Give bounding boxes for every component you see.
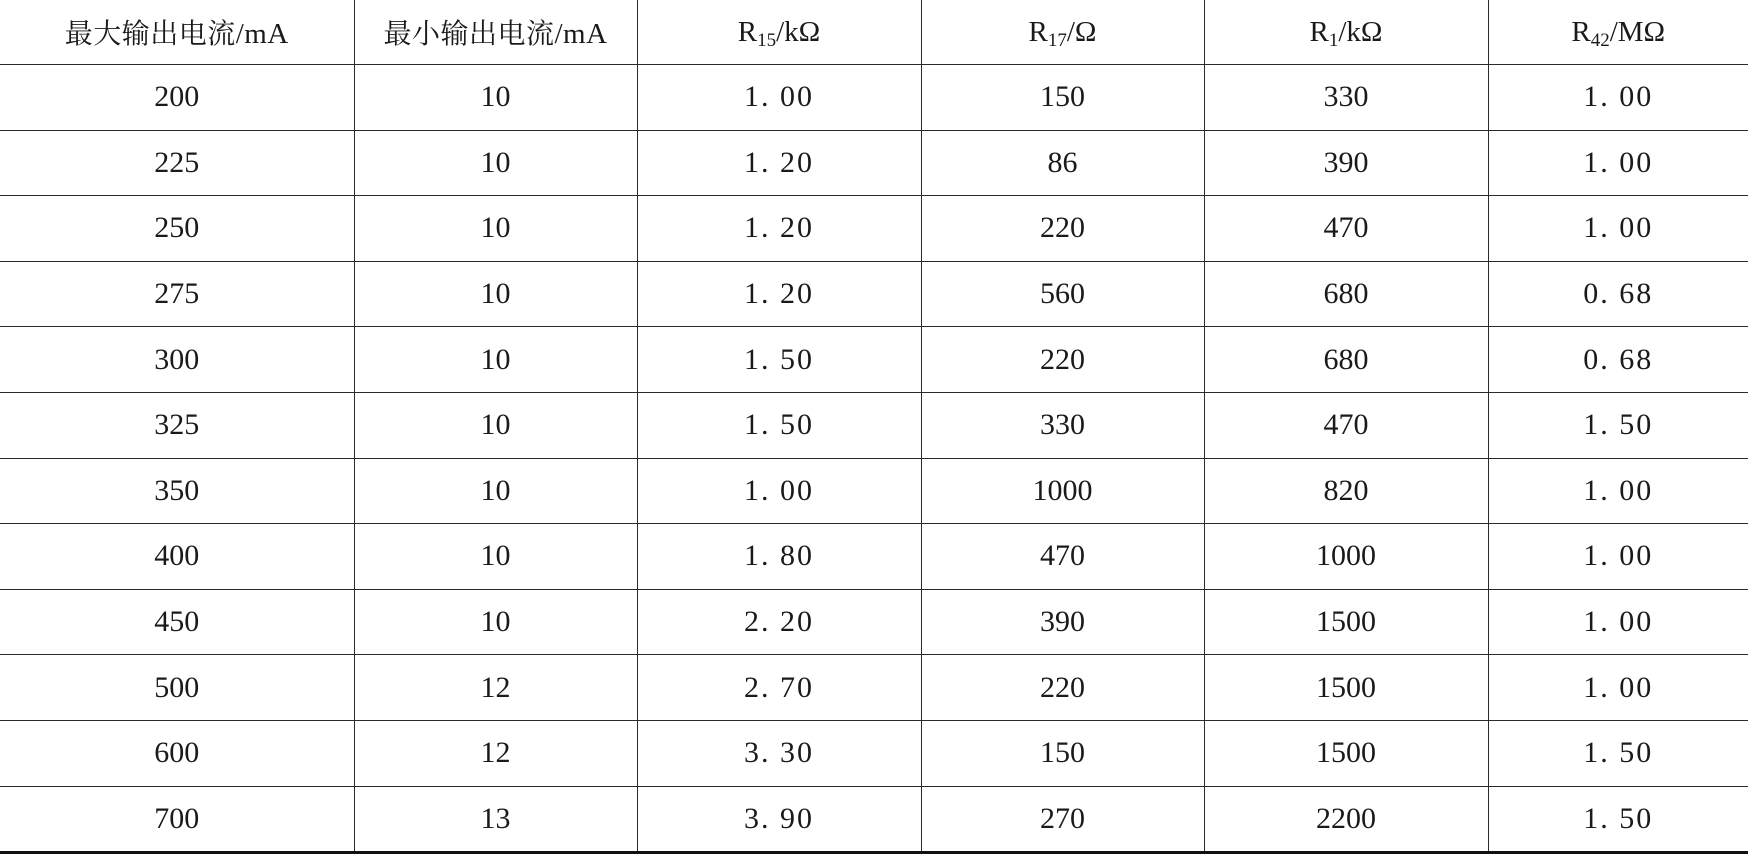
- table-row: [0, 524, 1748, 590]
- cell-r15: 1. 20: [637, 196, 921, 262]
- cell-max-current: 225: [0, 130, 354, 196]
- cell-max-current: 200: [0, 65, 354, 131]
- cell-min-current: 10: [354, 458, 637, 524]
- cell-r1: 1500: [1204, 589, 1488, 655]
- header-unit: /kΩ: [1338, 15, 1383, 48]
- table-row: [0, 589, 1748, 655]
- cell-r1: 1500: [1204, 655, 1488, 721]
- header-r1: [1204, 0, 1488, 65]
- cell-r17: 220: [921, 655, 1204, 721]
- cell-min-current: 12: [354, 655, 637, 721]
- cell-r17: 560: [921, 261, 1204, 327]
- cell-r15: 2. 70: [637, 655, 921, 721]
- cell-r1: 2200: [1204, 786, 1488, 853]
- cell-r42: 1. 00: [1488, 458, 1748, 524]
- cell-r1: 470: [1204, 196, 1488, 262]
- header-r42: [1488, 0, 1748, 65]
- cell-min-current: 10: [354, 589, 637, 655]
- cell-r42: 1. 00: [1488, 524, 1748, 590]
- cell-r15: 1. 80: [637, 524, 921, 590]
- cell-max-current: 350: [0, 458, 354, 524]
- cell-max-current: 325: [0, 392, 354, 458]
- cell-r17: 150: [921, 65, 1204, 131]
- cell-r1: 680: [1204, 261, 1488, 327]
- cell-min-current: 10: [354, 130, 637, 196]
- cell-min-current: 10: [354, 524, 637, 590]
- cell-r17: 470: [921, 524, 1204, 590]
- table-row: [0, 261, 1748, 327]
- cell-max-current: 450: [0, 589, 354, 655]
- cell-r15: 1. 00: [637, 65, 921, 131]
- cell-r1: 1000: [1204, 524, 1488, 590]
- cell-r15: 3. 90: [637, 786, 921, 853]
- header-min-output-current: [354, 0, 637, 65]
- cell-r1: 820: [1204, 458, 1488, 524]
- header-subscript: 15: [757, 29, 777, 51]
- cell-r17: 220: [921, 196, 1204, 262]
- cell-r15: 3. 30: [637, 720, 921, 786]
- cell-r17: 270: [921, 786, 1204, 853]
- header-unit: /MΩ: [1609, 15, 1666, 48]
- cell-max-current: 275: [0, 261, 354, 327]
- table-row: [0, 786, 1748, 853]
- table-row: [0, 65, 1748, 131]
- cell-r42: 1. 00: [1488, 196, 1748, 262]
- header-subscript: 42: [1590, 29, 1610, 51]
- header-symbol: R: [1571, 15, 1591, 48]
- table-row: [0, 720, 1748, 786]
- cell-r15: 1. 20: [637, 261, 921, 327]
- header-symbol: R: [737, 15, 758, 48]
- cell-r15: 1. 20: [637, 130, 921, 196]
- cell-r1: 1500: [1204, 720, 1488, 786]
- cell-r17: 86: [921, 130, 1204, 196]
- header-symbol: R: [1309, 15, 1329, 48]
- header-r15: [637, 0, 921, 65]
- header-max-output-current: [0, 0, 354, 65]
- header-label: 最大输出电流: [64, 17, 236, 50]
- cell-max-current: 400: [0, 524, 354, 590]
- cell-r17: 330: [921, 392, 1204, 458]
- cell-r42: 1. 00: [1488, 130, 1748, 196]
- cell-r42: 1. 50: [1488, 720, 1748, 786]
- header-subscript: 1: [1328, 29, 1339, 51]
- header-unit: /kΩ: [776, 15, 821, 48]
- header-r17: [921, 0, 1204, 65]
- table-row: [0, 655, 1748, 721]
- header-unit: /mA: [554, 18, 608, 50]
- cell-r17: 220: [921, 327, 1204, 393]
- cell-min-current: 13: [354, 786, 637, 853]
- table-row: [0, 458, 1748, 524]
- cell-r1: 470: [1204, 392, 1488, 458]
- header-subscript: 17: [1047, 29, 1067, 51]
- header-row: [0, 0, 1748, 65]
- cell-r42: 1. 00: [1488, 65, 1748, 131]
- cell-r15: 1. 00: [637, 458, 921, 524]
- cell-max-current: 500: [0, 655, 354, 721]
- cell-min-current: 10: [354, 261, 637, 327]
- cell-r1: 330: [1204, 65, 1488, 131]
- cell-r17: 390: [921, 589, 1204, 655]
- cell-r17: 1000: [921, 458, 1204, 524]
- cell-max-current: 600: [0, 720, 354, 786]
- cell-min-current: 12: [354, 720, 637, 786]
- cell-r42: 0. 68: [1488, 327, 1748, 393]
- header-label: 最小输出电流: [383, 17, 555, 50]
- cell-r42: 1. 50: [1488, 392, 1748, 458]
- cell-r1: 680: [1204, 327, 1488, 393]
- cell-max-current: 700: [0, 786, 354, 853]
- cell-r15: 1. 50: [637, 327, 921, 393]
- cell-min-current: 10: [354, 65, 637, 131]
- header-unit: /mA: [235, 18, 289, 50]
- table-row: [0, 392, 1748, 458]
- table-row: [0, 196, 1748, 262]
- cell-r17: 150: [921, 720, 1204, 786]
- table-body: [0, 65, 1748, 853]
- cell-r1: 390: [1204, 130, 1488, 196]
- table-row: [0, 130, 1748, 196]
- header-unit: /Ω: [1066, 15, 1097, 48]
- cell-r42: 1. 00: [1488, 655, 1748, 721]
- cell-min-current: 10: [354, 327, 637, 393]
- cell-r42: 1. 50: [1488, 786, 1748, 853]
- table-row: [0, 327, 1748, 393]
- cell-min-current: 10: [354, 196, 637, 262]
- cell-r15: 2. 20: [637, 589, 921, 655]
- cell-r42: 0. 68: [1488, 261, 1748, 327]
- table-header: [0, 0, 1748, 65]
- header-symbol: R: [1028, 15, 1048, 48]
- cell-max-current: 300: [0, 327, 354, 393]
- cell-r15: 1. 50: [637, 392, 921, 458]
- cell-min-current: 10: [354, 392, 637, 458]
- cell-r42: 1. 00: [1488, 589, 1748, 655]
- cell-max-current: 250: [0, 196, 354, 262]
